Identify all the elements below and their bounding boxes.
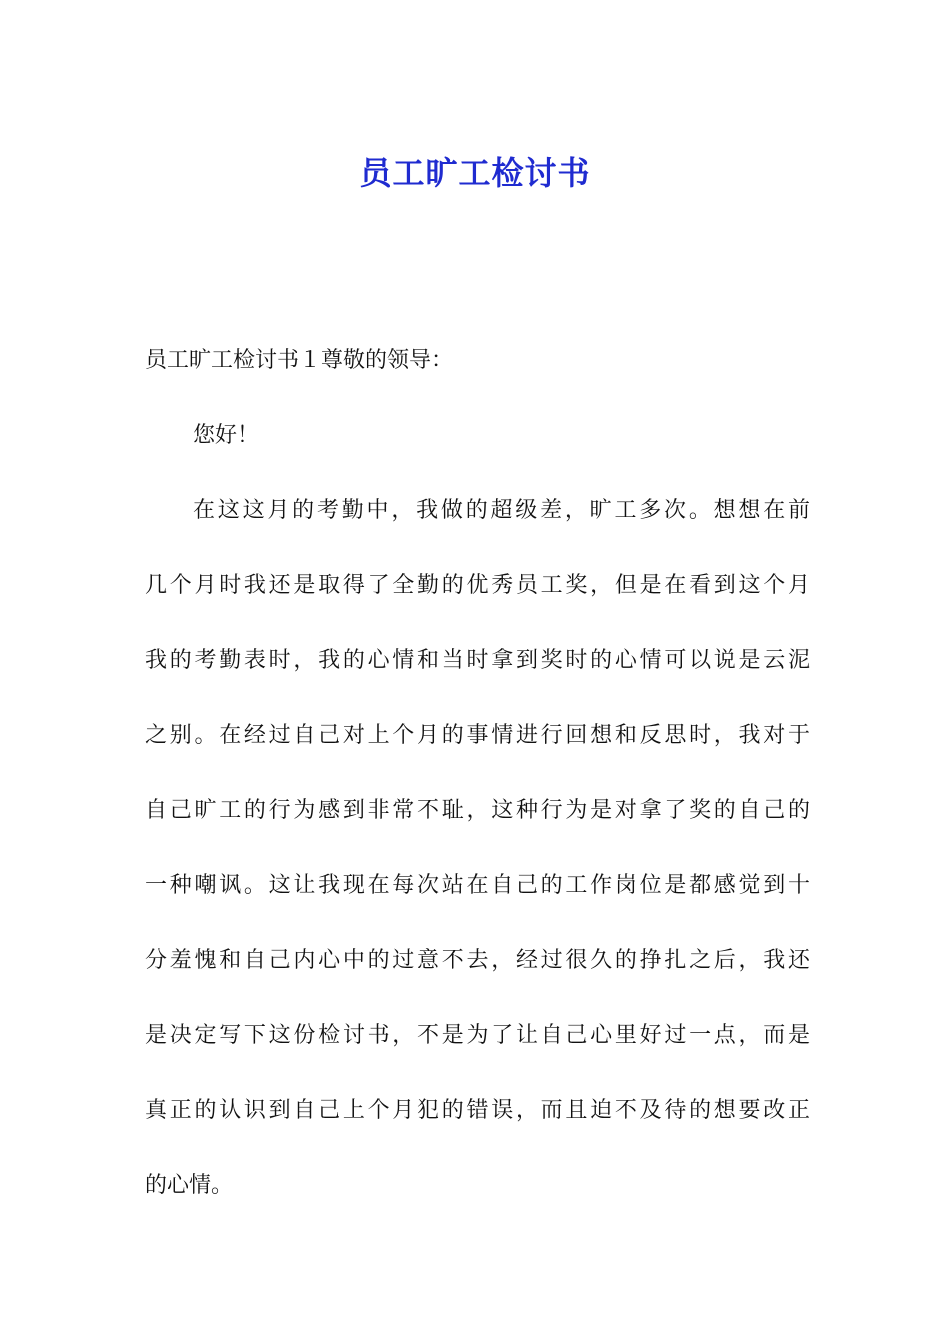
body-line: 一种嘲讽。这让我现在每次站在自己的工作岗位是都感觉到十 bbox=[145, 873, 810, 898]
body-line: 我的考勤表时，我的心情和当时拿到奖时的心情可以说是云泥 bbox=[145, 648, 810, 673]
document-title: 员工旷工检讨书 bbox=[359, 154, 591, 193]
body-line: 之别。在经过自己对上个月的事情进行回想和反思时，我对于 bbox=[145, 723, 810, 748]
body-line: 真正的认识到自己上个月犯的错误，而且迫不及待的想要改正 bbox=[145, 1098, 810, 1123]
body-line: 在这这月的考勤中，我做的超级差，旷工多次。想想在前 bbox=[193, 498, 810, 523]
salutation-line: 员工旷工检讨书１尊敬的领导： bbox=[145, 348, 454, 373]
body-line: 分羞愧和自己内心中的过意不去，经过很久的挣扎之后，我还 bbox=[145, 948, 810, 973]
body-line-last: 的心情。 bbox=[145, 1173, 234, 1198]
greeting-line: 您好！ bbox=[193, 423, 260, 448]
body-line: 自己旷工的行为感到非常不耻，这种行为是对拿了奖的自己的 bbox=[145, 798, 810, 823]
body-line: 几个月时我还是取得了全勤的优秀员工奖，但是在看到这个月 bbox=[145, 573, 810, 598]
body-line: 是决定写下这份检讨书，不是为了让自己心里好过一点，而是 bbox=[145, 1023, 810, 1048]
